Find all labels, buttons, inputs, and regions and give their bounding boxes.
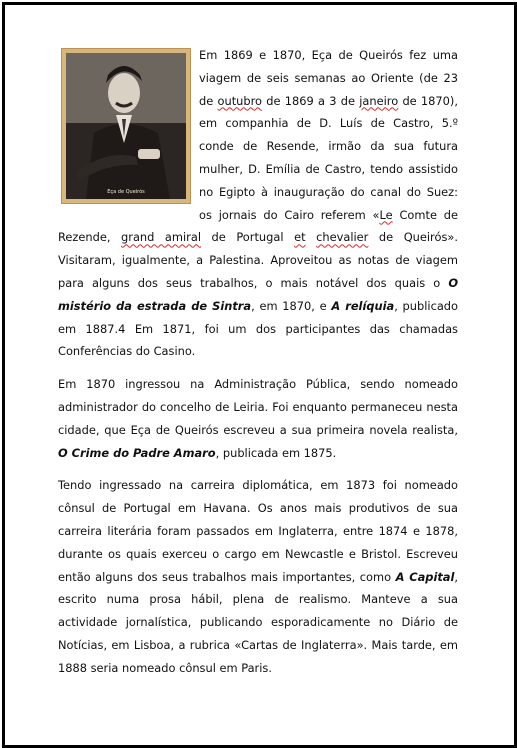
portrait-figure (66, 53, 186, 199)
paragraph-3: Tendo ingressado na carreira diplomática, em 1873 foi nomeado cônsul de Portugal em Havana. Os anos mais produtivos de sua carreira literária foram passados em Inglaterra, entre 1874 e 1878, durante os quais exerceu o cargo em Newcastle e Bristol. Escreveu então alguns dos seus trabalhos mais importantes, como A Capital, escrito numa prosa hábil, plena de realismo. Manteve a sua actividade jornalística, publicando esporadicamente no Diário de Notícias, em Lisboa, a rubrica «Cartas de Inglaterra». Mais tarde, em 1888 seria nomeado cônsul em Paris. (58, 478, 459, 675)
paragraph-2: Em 1870 ingressou na Administração Pública, sendo nomeado administrador do concelho de Leiria. Foi enquanto permaneceu nesta cidade, que Eça de Queirós escreveu a sua primeira novela realista, O Crime do Padre Amaro, publicada em 1875. (58, 377, 458, 460)
title-a-capital: A Capital (395, 569, 455, 584)
title-crime-padre-amaro: O Crime do Padre Amaro (58, 445, 216, 460)
paragraph-1: Eça de Queirós Em 1869 e 1870, Eça de Queirós fez uma viagem de seis semanas ao Oriente (de 23 de outubro de 1869 a 3 de janeiro de 1870), em companhia de D. Luís de Castro, 5.º conde de Resende, irmão da sua futura mulher, D. Emília de Castro, tendo assistido no Egipto à inauguração do canal do Suez: os jornais do Cairo referem «Le Comte de Rezende, grand amiral de Portugal et chevalier de Queirós». Visitaram, igualmente, a Palestina. Aproveitou as notas de viagem para alguns dos seus trabalhos, o mais notável dos quais o O mistério da estrada de Sintra, em 1870, e A relíquia, publicado em 1887.4 Em 1871, foi um dos participantes das chamadas Conferências do Casino. (58, 48, 459, 359)
portrait-photo (61, 48, 191, 204)
portrait-image (66, 53, 186, 199)
title-a-reliquia: A relíquia (331, 298, 395, 313)
photo-caption: Eça de Queirós (107, 189, 145, 195)
title-misterio-estrada-sintra: O mistério da estrada de Sintra (58, 275, 458, 313)
document-body (58, 44, 458, 690)
